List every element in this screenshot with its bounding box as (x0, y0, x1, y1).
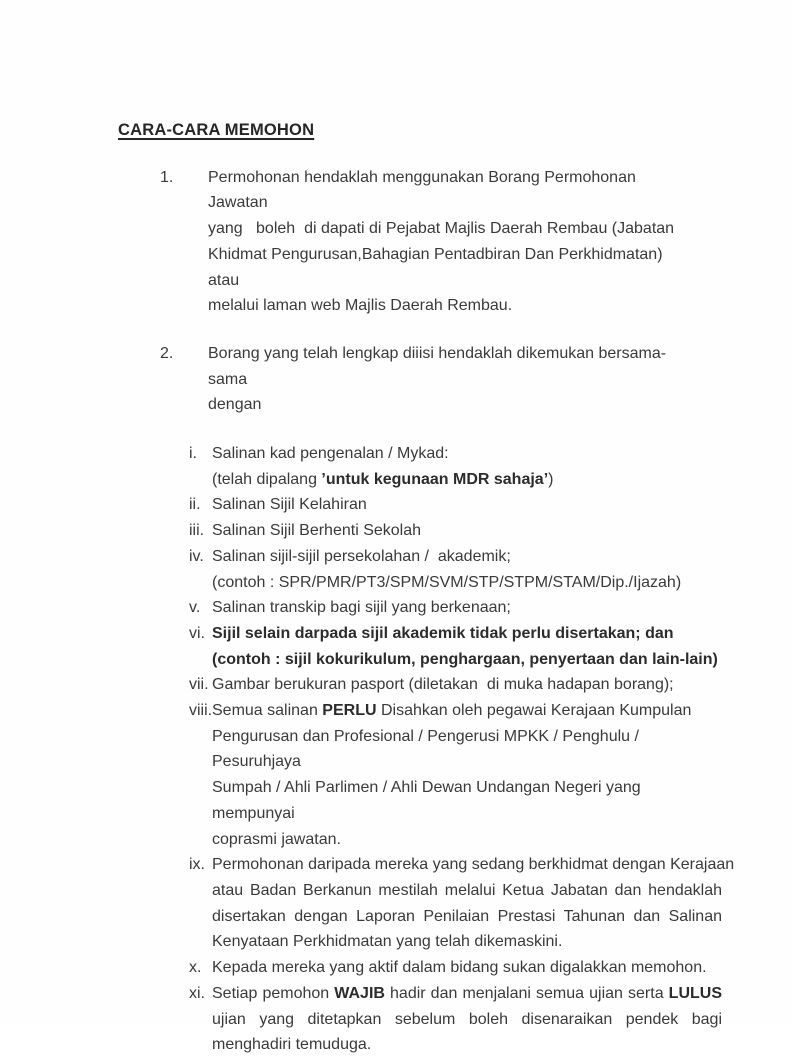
text-segment: Salinan Sijil Berhenti Sekolah (212, 522, 422, 540)
text-line (212, 672, 722, 698)
sublist-item-marker: i. (189, 445, 197, 463)
text-segment: atau Badan Berkanun mestilah melalui Ketua Jabatan dan hendaklah (212, 881, 722, 899)
text-segment: dengan (208, 396, 262, 414)
bold-text-segment: (contoh : sijil kokurikulum, penghargaan, penyertaan dan lain-lain) (212, 650, 718, 668)
bold-text-segment: LULUS (668, 984, 722, 1002)
text-segment: Borang yang telah lengkap diiisi hendaklah dikemukan bersama-sama (208, 344, 667, 388)
text-segment: Salinan sijil-sijil persekolahan / akademik; (212, 547, 511, 565)
text-line (212, 1007, 722, 1033)
text-line (212, 955, 722, 981)
text-line (212, 878, 722, 904)
sublist-item-body (212, 672, 722, 698)
text-segment: ) (548, 470, 554, 488)
text-segment: Kenyataan Perkhidmatan yang telah dikemaskini. (212, 933, 563, 951)
text-segment: Khidmat Pengurusan,Bahagian Pentadbiran Dan Perkhidmatan) atau (208, 245, 667, 289)
text-line (212, 981, 722, 1007)
sublist-item (189, 672, 722, 698)
sublist-item (189, 955, 722, 981)
text-line (212, 852, 735, 878)
list-item-number: 1. (160, 168, 174, 186)
list-item-body (208, 165, 688, 319)
document-title: CARA-CARA MEMOHON (118, 121, 315, 139)
text-line (212, 724, 722, 775)
sublist-item (189, 492, 722, 518)
sublist-item-body (212, 595, 722, 621)
sublist-item-marker: vi. (189, 624, 205, 642)
text-segment: (contoh : SPR/PMR/PT3/SPM/SVM/STP/STPM/STAM/Dip./Ijazah) (212, 573, 682, 591)
text-line (212, 775, 722, 826)
text-segment: Salinan transkip bagi sijil yang berkenaan; (212, 599, 511, 617)
text-segment: menghadiri temuduga. (212, 1036, 372, 1054)
text-segment: ujian yang ditetapkan sebelum boleh disenaraikan pendek bagi (212, 1010, 722, 1028)
list-item (118, 165, 722, 319)
sublist-item-marker: x. (189, 959, 202, 977)
text-line (212, 827, 722, 853)
text-line (212, 518, 722, 544)
text-line (212, 544, 722, 570)
sublist-item (189, 698, 722, 852)
text-segment: Pengurusan dan Profesional / Pengerusi MPKK / Penghulu / Pesuruhjaya (212, 727, 644, 771)
text-segment: Permohonan hendaklah menggunakan Borang Permohonan Jawatan (208, 168, 641, 212)
text-segment: Kepada mereka yang aktif dalam bidang sukan digalakkan memohon. (212, 959, 707, 977)
sublist-item-body (212, 955, 722, 981)
sublist-item-body (212, 492, 722, 518)
text-segment: melalui laman web Majlis Daerah Rembau. (208, 297, 513, 315)
text-segment: Salinan kad pengenalan / Mykad: (212, 445, 449, 463)
sublist-item-marker: v. (189, 599, 201, 617)
text-line (212, 904, 722, 930)
sublist-item-marker: viii. (189, 702, 213, 720)
sublist-item-marker: ii. (189, 496, 201, 514)
sublist-item-body (212, 441, 722, 492)
bold-text-segment: ’untuk kegunaan MDR sahaja’ (321, 470, 549, 488)
sublist-item-marker: vii. (189, 676, 209, 694)
numbered-list (118, 165, 735, 1058)
sublist-item-body (212, 698, 722, 852)
text-line (212, 492, 722, 518)
text-segment: Salinan Sijil Kelahiran (212, 496, 367, 514)
list-item (118, 341, 735, 1058)
sublist-item-body (212, 621, 722, 672)
document-body (118, 118, 735, 1058)
text-segment: Semua salinan (212, 702, 323, 720)
text-line (212, 929, 722, 955)
bold-text-segment: WAJIB (334, 984, 385, 1002)
roman-numeral-sublist (189, 441, 735, 1058)
sublist-item-body (212, 981, 722, 1058)
sublist-item-body (212, 518, 722, 544)
text-line (212, 698, 722, 724)
text-segment: disertakan dengan Laporan Penilaian Prestasi Tahunan dan Salinan (212, 907, 722, 925)
sublist-item (189, 518, 722, 544)
sublist-item (189, 852, 735, 955)
text-segment: yang boleh di dapati di Pejabat Majlis Daerah Rembau (Jabatan (208, 220, 675, 238)
text-line (212, 441, 722, 467)
sublist-item-marker: xi. (189, 984, 205, 1002)
text-line (208, 293, 688, 319)
text-line (212, 1032, 722, 1058)
sublist-item (189, 621, 722, 672)
text-line (212, 595, 722, 621)
text-line (212, 621, 722, 647)
text-segment: Disahkan oleh pegawai Kerajaan Kumpulan (376, 702, 692, 720)
sublist-item-marker: ix. (189, 856, 205, 874)
text-segment: Gambar berukuran pasport (diletakan di muka hadapan borang); (212, 676, 674, 694)
text-segment: (telah dipalang (212, 470, 322, 488)
bold-text-segment: PERLU (322, 702, 377, 720)
list-item-body (208, 341, 688, 418)
text-segment: hadir dan menjalani semua ujian serta (384, 984, 669, 1002)
text-line (208, 392, 688, 418)
text-line (208, 165, 688, 216)
text-line (212, 467, 722, 493)
text-segment: Permohonan daripada mereka yang sedang berkhidmat dengan Kerajaan (212, 856, 735, 874)
text-line (212, 570, 722, 596)
text-line (208, 216, 688, 242)
sublist-item (189, 981, 722, 1058)
text-line (212, 647, 722, 673)
bold-text-segment: Sijil selain darpada sijil akademik tidak perlu disertakan; dan (212, 624, 674, 642)
sublist-item-body (212, 852, 735, 955)
sublist-item-marker: iii. (189, 522, 205, 540)
text-line (208, 341, 688, 392)
text-segment: Setiap pemohon (212, 984, 335, 1002)
sublist-item (189, 441, 722, 492)
sublist-item (189, 544, 722, 595)
text-segment: Sumpah / Ahli Parlimen / Ahli Dewan Undangan Negeri yang mempunyai (212, 779, 646, 822)
sublist-item (189, 595, 722, 621)
text-line (208, 242, 688, 293)
list-item-number: 2. (160, 344, 174, 362)
sublist-item-marker: iv. (189, 547, 204, 565)
text-segment: coprasmi jawatan. (212, 830, 341, 848)
sublist-item-body (212, 544, 722, 595)
